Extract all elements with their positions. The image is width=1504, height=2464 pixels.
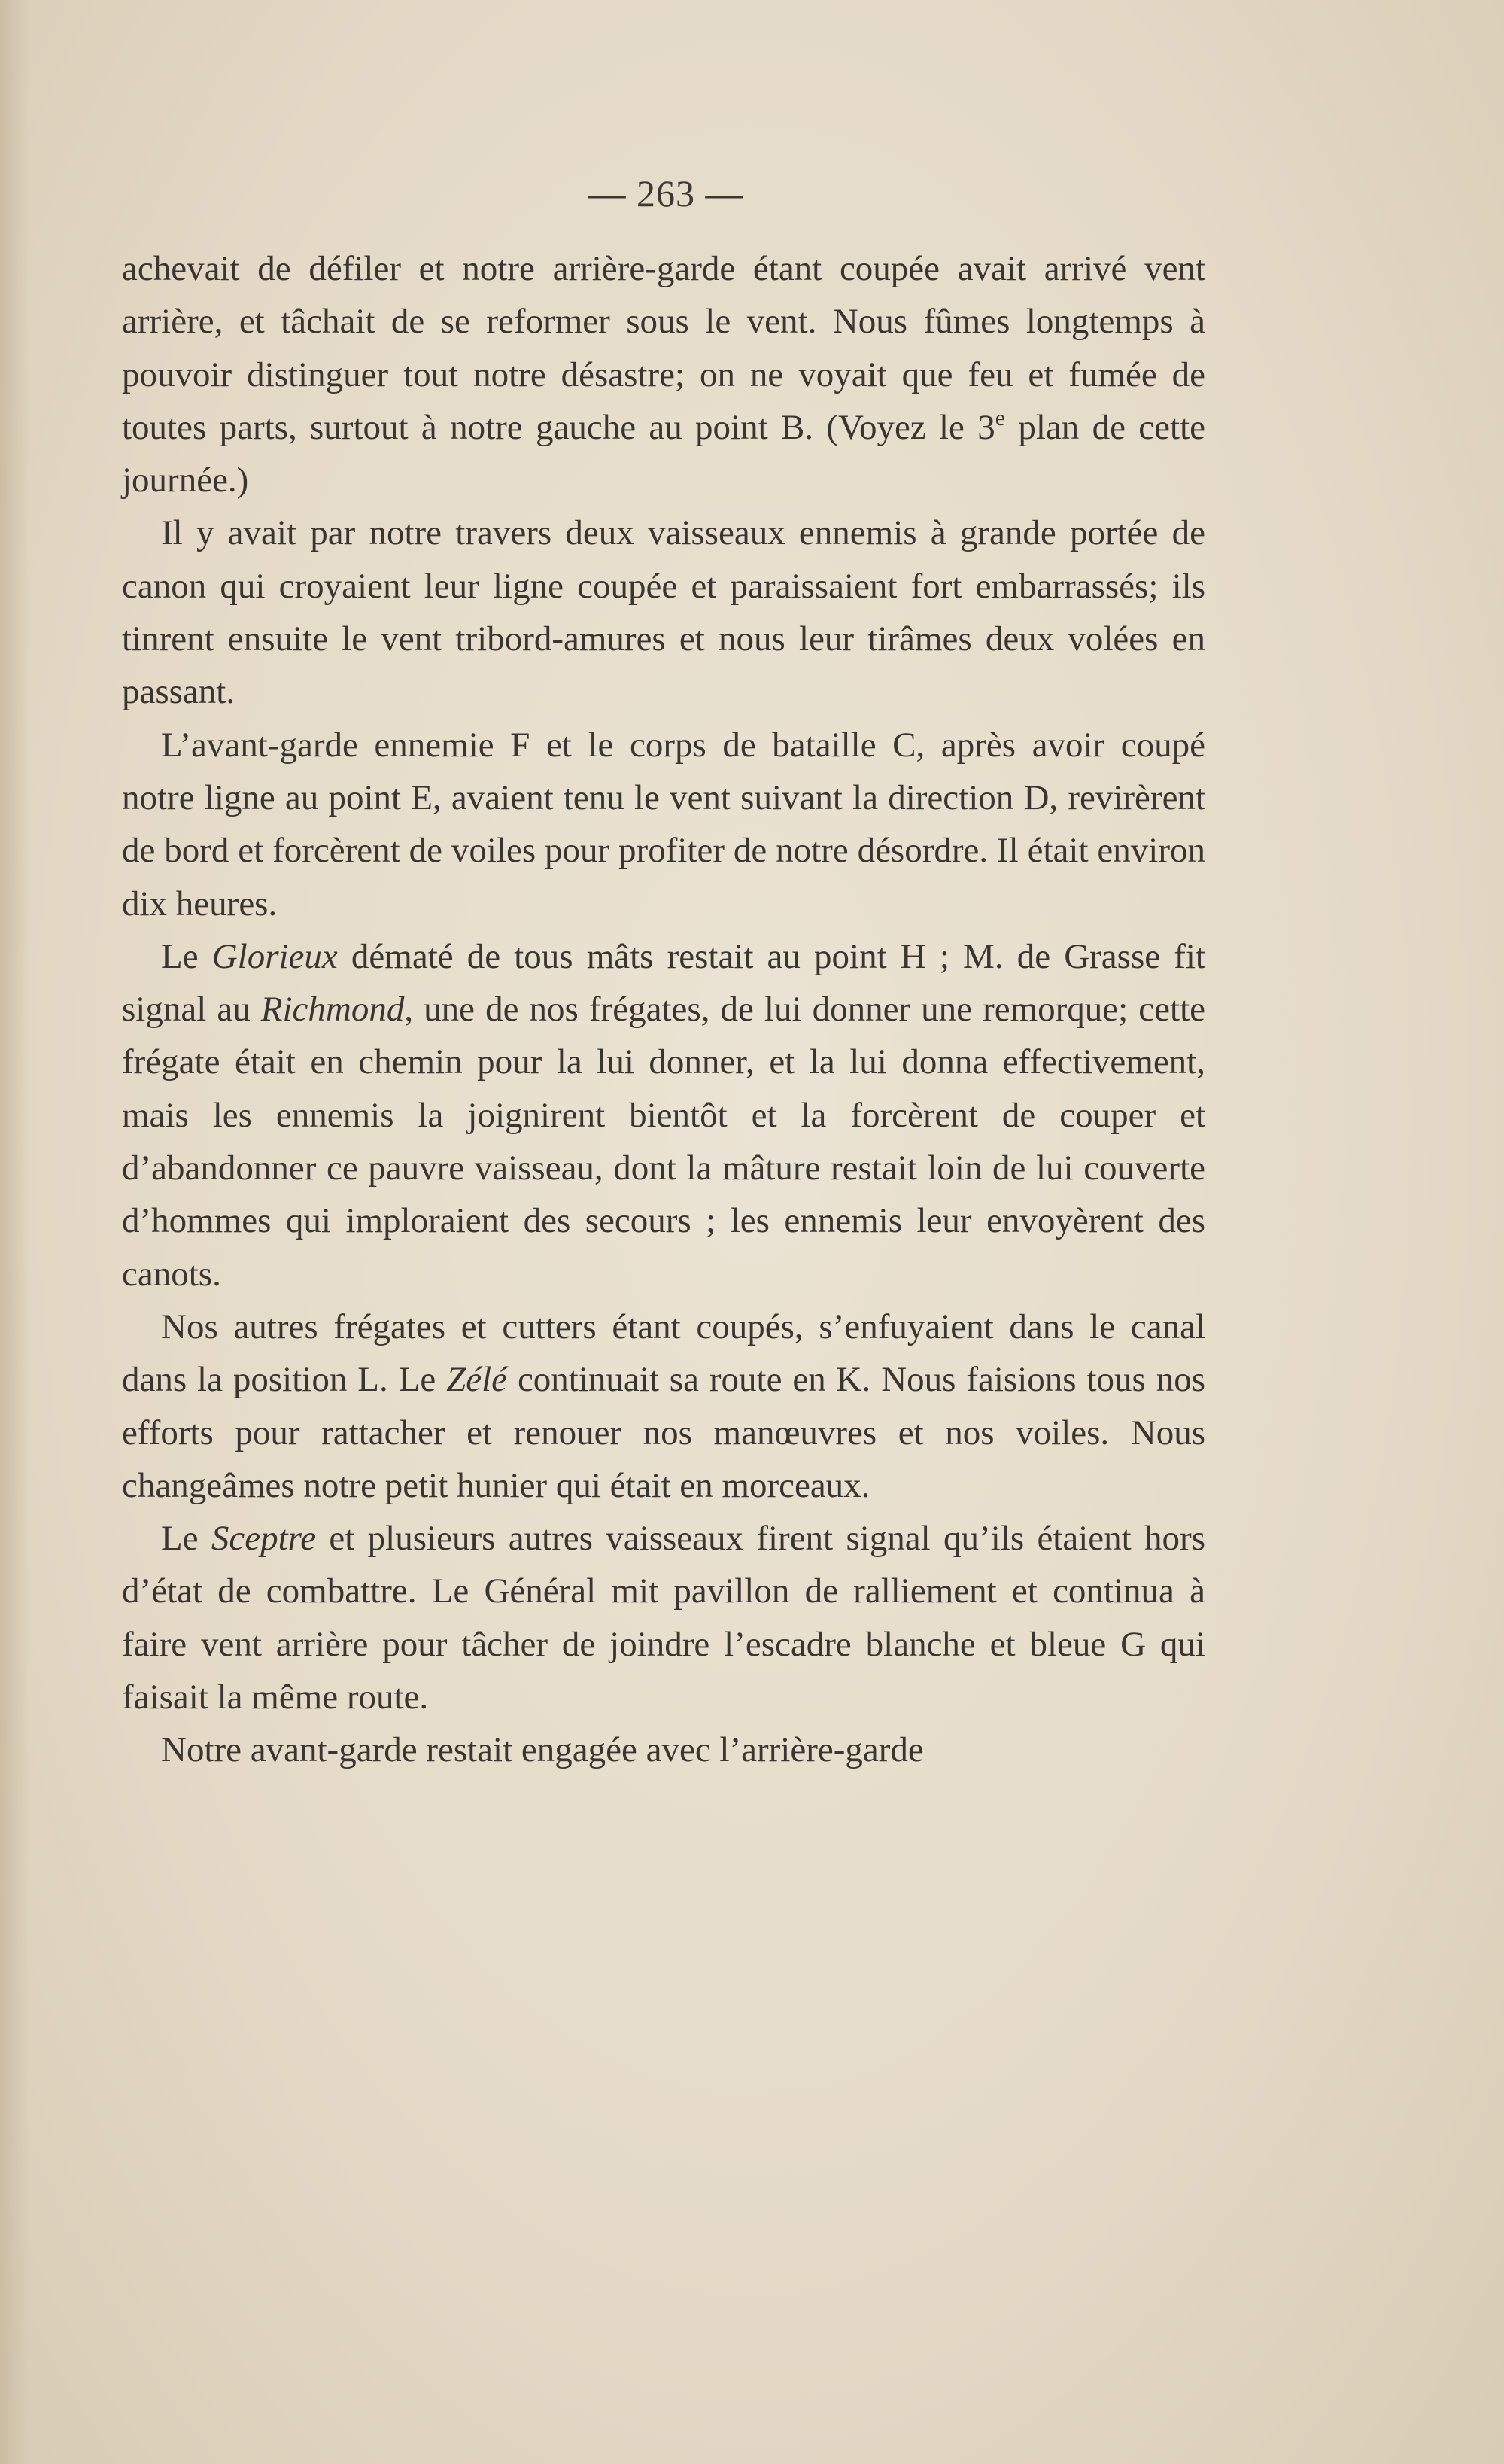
paragraph-6 — [122, 1512, 1205, 1723]
body-text — [122, 242, 1205, 1777]
paragraph-5 — [122, 1300, 1205, 1512]
paragraph-4 — [122, 930, 1205, 1300]
paragraph-2-text: Il y avait par notre travers deux vaisseaux ennemis à grande portée de canon qui croyaient leur ligne coupée et paraissaient fort embarrassés; ils tinrent ensuite le vent tribord-amures et nous leur tirâmes deux volées en passant. — [122, 513, 1205, 712]
paragraph-7 — [122, 1723, 1205, 1776]
paragraph-2 — [122, 506, 1205, 718]
paragraph-1-text: achevait de défiler et notre arrière-garde étant coupée avait arrivé vent arrière, et tâchait de se reformer sous le vent. Nous fûmes longtemps à pouvoir distinguer tout notre désastre; on ne voyait que feu et fumée de toutes parts, surtout à notre gauche au point B. (Voyez le 3 — [122, 249, 1205, 447]
spine-shadow — [0, 0, 30, 2464]
paragraph-4-lead: Le — [161, 936, 212, 976]
paragraph-1-tail: plan de cette journée.) — [122, 407, 1206, 500]
ship-name-richmond: Richmond — [260, 990, 405, 1030]
paragraph-5-lead: Nos autres frégates et cutters étant coupés, s’enfuyaient dans le canal dans la position L. Le — [122, 1307, 1205, 1400]
paragraph-4-rest: , une de nos frégates, de lui donner une remorque; cette frégate était en chemin pour la lui donner, et la lui donna effectivement, mais les ennemis la joignirent bientôt et la forcèrent de couper et d’abandonner ce pauvre vaisseau, dont la mâture restait loin de lui couverte d’hommes qui imploraient des secours ; les ennemis leur envoyèrent des canots. — [122, 990, 1205, 1294]
ship-name-zele: Zélé — [446, 1360, 508, 1400]
page-number: — 263 — — [588, 172, 744, 214]
paragraph-1 — [122, 242, 1205, 506]
paragraph-3 — [122, 719, 1205, 930]
paragraph-5-rest: continuait sa route en K. Nous faisions tous nos efforts pour rattacher et renouer nos manœuvres et nos voiles. Nous changeâmes notre petit hunier qui était en morceaux. — [122, 1360, 1205, 1505]
paragraph-6-rest: et plusieurs autres vaisseaux firent signal qu’ils étaient hors d’état de combattre. Le Général mit pavillon de ralliement et continua à faire vent arrière pour tâcher de joindre l’escadre blanche et bleue G qui faisait la même route. — [122, 1519, 1205, 1717]
paragraph-3-text: L’avant-garde ennemie F et le corps de bataille C, après avoir coupé notre ligne au point E, avaient tenu le vent suivant la direction D, revirèrent de bord et forcèrent de voiles pour profiter de notre désordre. Il était environ dix heures. — [122, 725, 1205, 923]
paragraph-7-text: Notre avant-garde restait engagée avec l’arrière-garde — [161, 1730, 924, 1770]
ship-name-sceptre: Sceptre — [211, 1519, 317, 1559]
superscript-e: e — [995, 405, 1006, 430]
ship-name-glorieux: Glorieux — [211, 936, 338, 976]
paragraph-6-lead: Le — [161, 1519, 211, 1559]
paragraph-4-mid: dématé de tous mâts restait au point H ; M. de Grasse fit signal au — [122, 936, 1205, 1030]
